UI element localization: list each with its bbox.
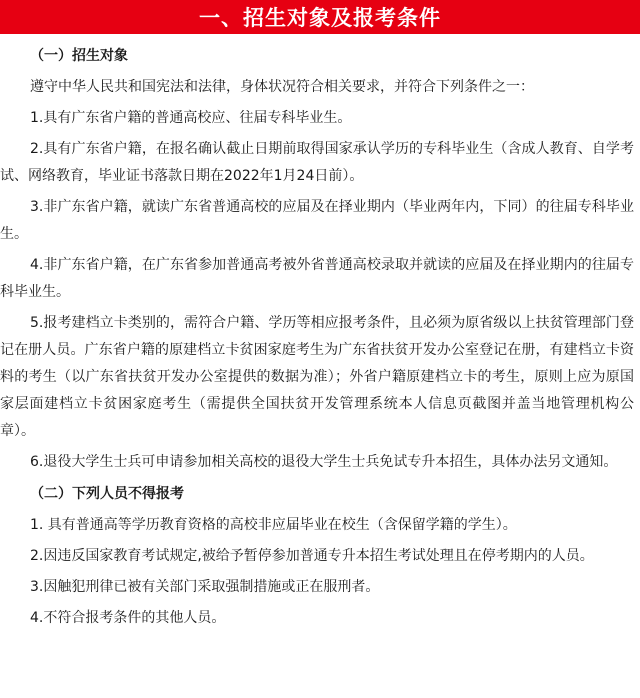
section1-item-3: 3.非广东省户籍，就读广东省普通高校的应届及在择业期内（毕业两年内，下同）的往届专科毕业生。	[0, 199, 634, 242]
banner-title: 一、招生对象及报考条件	[199, 6, 441, 30]
document-body	[0, 34, 640, 632]
section-banner	[0, 0, 640, 34]
section1-intro: 遵守中华人民共和国宪法和法律，身体状况符合相关要求，并符合下列条件之一：	[30, 79, 534, 95]
section1-item-4: 4.非广东省户籍，在广东省参加普通高考被外省普通高校录取并就读的应届及在择业期内的往届专科毕业生。	[0, 257, 634, 300]
section1-item-1: 1.具有广东省户籍的普通高校应、往届专科毕业生。	[30, 110, 352, 126]
section2-item-1: 1. 具有普通高等学历教育资格的高校非应届毕业在校生（含保留学籍的学生）。	[30, 517, 517, 533]
section1-item-2: 2.具有广东省户籍，在报名确认截止日期前取得国家承认学历的专科毕业生（含成人教育、自学考试、网络教育，毕业证书落款日期在2022年1月24日前）。	[0, 141, 634, 184]
section2-item-3: 3.因触犯刑律已被有关部门采取强制措施或正在服刑者。	[30, 579, 380, 595]
section1-item-5: 5.报考建档立卡类别的，需符合户籍、学历等相应报考条件，且必须为原省级以上扶贫管理部门登记在册人员。广东省户籍的原建档立卡贫困家庭考生为广东省扶贫开发办公室登记在册，有建档立卡资料的考生（以广东省扶贫开发办公室提供的数据为准）；外省户籍原建档立卡的考生，原则上应为原国家层面建档立卡贫困家庭考生（需提供全国扶贫开发管理系统本人信息页截图并盖当地管理机构公章）。	[0, 315, 634, 439]
section2-heading: （二）下列人员不得报考	[30, 486, 184, 502]
section2-item-2: 2.因违反国家教育考试规定,被给予暂停参加普通专升本招生考试处理且在停考期内的人员。	[30, 548, 594, 564]
section1-heading: （一）招生对象	[30, 48, 128, 64]
section2-item-4: 4.不符合报考条件的其他人员。	[30, 610, 226, 626]
section1-item-6: 6.退役大学生士兵可申请参加相关高校的退役大学生士兵免试专升本招生，具体办法另文通知。	[30, 454, 618, 470]
